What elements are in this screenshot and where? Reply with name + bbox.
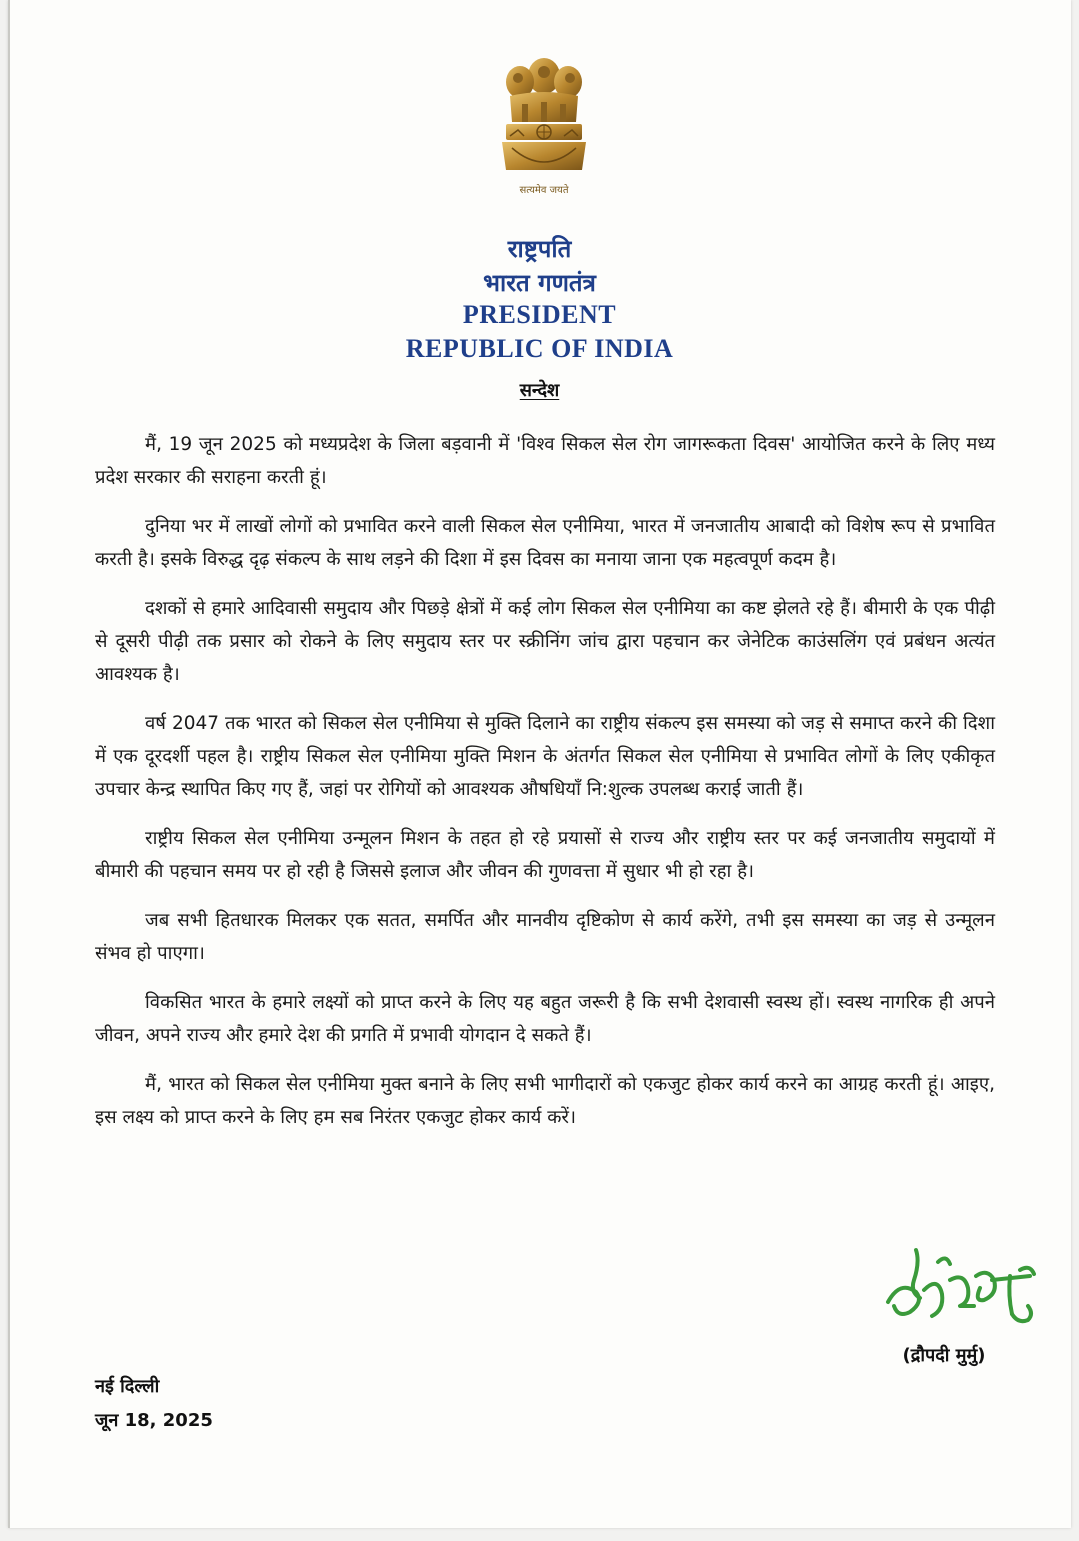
national-emblem-icon — [492, 52, 596, 202]
handwritten-signature — [880, 1240, 1040, 1340]
paragraph: जब सभी हितधारक मिलकर एक सतत, समर्पित और मानवीय दृष्टिकोण से कार्य करेंगे, तभी इस समस्या का जड़ से उन्मूलन संभव हो पाएगा। — [95, 910, 995, 964]
letterhead-title-english: PRESIDENT — [462, 300, 617, 329]
letterhead-country-english: REPUBLIC OF INDIA — [405, 334, 674, 363]
paragraph: विकसित भारत के हमारे लक्ष्यों को प्राप्त करने के लिए यह बहुत जरूरी है कि सभी देशवासी स्वस्थ हों। स्वस्थ नागरिक ही अपने जीवन, अपने राज्य और हमारे देश की प्रगति में प्रभावी योगदान दे सकते हैं। — [95, 992, 995, 1046]
paragraph: वर्ष 2047 तक भारत को सिकल सेल एनीमिया से मुक्ति दिलाने का राष्ट्रीय संकल्प इस समस्या को जड़ से समाप्त करने की दिशा में एक दूरदर्शी पहल है। राष्ट्रीय सिकल सेल एनीमिया मुक्ति मिशन के अंतर्गत सिकल सेल एनीमिया से प्रभावित लोगों के लिए एकीकृत उपचार केन्द्र स्थापित किए गए हैं, जहां पर रोगियों को आवश्यक औषधियाँ नि:शुल्क उपलब्ध कराई जाती हैं। — [95, 713, 995, 800]
emblem-motto: सत्यमेव जयते — [519, 185, 569, 196]
letter-body — [95, 428, 995, 1150]
lion-capital-icon — [492, 52, 596, 182]
date: जून 18, 2025 — [95, 1410, 213, 1431]
page-left-edge — [8, 0, 10, 1528]
paragraph: दुनिया भर में लाखों लोगों को प्रभावित करने वाली सिकल सेल एनीमिया, भारत में जनजातीय आबादी को विशेष रूप से प्रभावित करती है। इसके विरुद्ध दृढ़ संकल्प के साथ लड़ने की दिशा में इस दिवस का मनाया जाना एक महत्वपूर्ण कदम है। — [95, 516, 995, 570]
paragraph: मैं, भारत को सिकल सेल एनीमिया मुक्त बनाने के लिए सभी भागीदारों को एकजुट होकर कार्य करने का आग्रह करती हूं। आइए, इस लक्ष्य को प्राप्त करने के लिए हम सब निरंतर एकजुट होकर कार्य करें। — [95, 1074, 995, 1128]
letter-subject: सन्देश — [519, 380, 560, 401]
letterhead-country-hindi: भारत गणतंत्र — [483, 269, 596, 297]
place: नई दिल्ली — [95, 1376, 160, 1397]
signer-name: (द्रौपदी मुर्मु) — [902, 1345, 986, 1366]
paragraph: राष्ट्रीय सिकल सेल एनीमिया उन्मूलन मिशन के तहत हो रहे प्रयासों से राज्य और राष्ट्रीय स्तर पर कई जनजातीय समुदायों में बीमारी की पहचान समय पर हो रही है जिससे इलाज और जीवन की गुणवत्ता में सुधार भी हो रहा है। — [95, 828, 995, 882]
paragraph: दशकों से हमारे आदिवासी समुदाय और पिछड़े क्षेत्रों में कई लोग सिकल सेल एनीमिया का कष्ट झेलते रहे हैं। बीमारी के एक पीढ़ी से दूसरी पीढ़ी तक प्रसार को रोकने के लिए समुदाय स्तर पर स्क्रीनिंग जांच द्वारा पहचान कर जेनेटिक काउंसलिंग एवं प्रबंधन अत्यंत आवश्यक है। — [95, 598, 995, 685]
paragraph: मैं, 19 जून 2025 को मध्यप्रदेश के जिला बड़वानी में 'विश्व सिकल सेल रोग जागरूकता दिवस' आयोजित करने के लिए मध्य प्रदेश सरकार की सराहना करती हूं। — [95, 434, 995, 488]
signature-icon — [880, 1240, 1040, 1340]
letterhead-title-hindi: राष्ट्रपति — [507, 235, 572, 263]
